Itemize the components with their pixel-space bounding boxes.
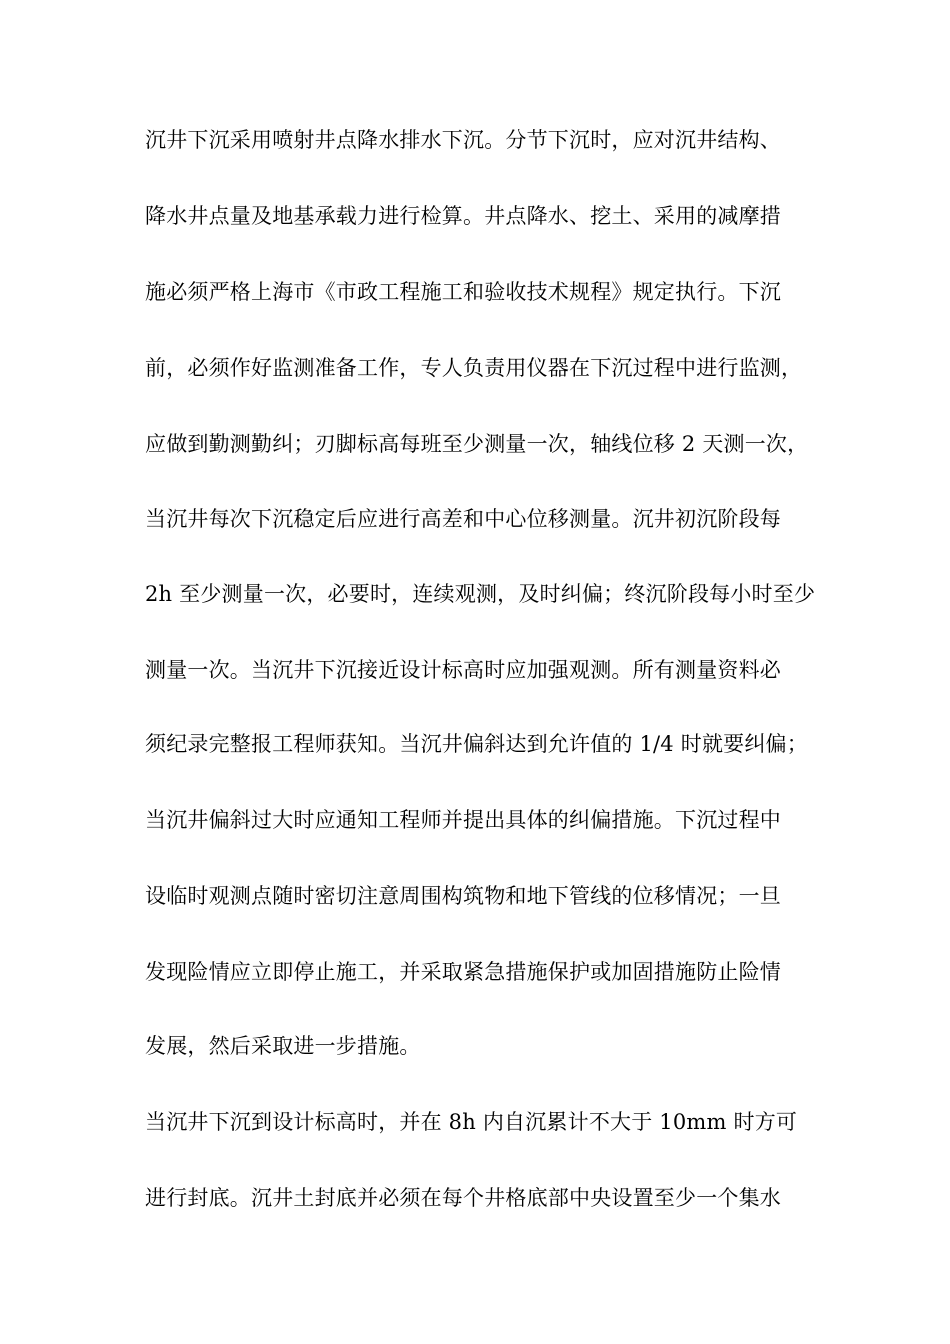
paragraph-line: 发现险情应立即停止施工，并采取紧急措施保护或加固措施防止险情 <box>145 960 781 984</box>
paragraph-line: 前，必须作好监测准备工作，专人负责用仪器在下沉过程中进行监测， <box>145 356 803 380</box>
paragraph-line: 测量一次。当沉井下沉接近设计标高时应加强观测。所有测量资料必 <box>145 658 781 682</box>
paragraph-line: 设临时观测点随时密切注意周围构筑物和地下管线的位移情况；一旦 <box>145 884 781 908</box>
paragraph-line: 沉井下沉采用喷射井点降水排水下沉。分节下沉时，应对沉井结构、 <box>145 128 781 152</box>
paragraph-line: 当沉井每次下沉稳定后应进行高差和中心位移测量。沉井初沉阶段每 <box>145 507 781 531</box>
paragraph-line: 当沉井下沉到设计标高时，并在 8h 内自沉累计不大于 10mm 时方可 <box>145 1110 798 1134</box>
paragraph-line: 发展，然后采取进一步措施。 <box>145 1034 421 1058</box>
paragraph-line: 当沉井偏斜过大时应通知工程师并提出具体的纠偏措施。下沉过程中 <box>145 808 781 832</box>
paragraph-line: 应做到勤测勤纠；刃脚标高每班至少测量一次，轴线位移 2 天测一次， <box>145 432 809 456</box>
paragraph-line: 进行封底。沉井土封底并必须在每个井格底部中央设置至少一个集水 <box>145 1186 781 1210</box>
paragraph-line: 施必须严格上海市《市政工程施工和验收技术规程》规定执行。下沉 <box>145 280 781 304</box>
paragraph-line: 须纪录完整报工程师获知。当沉井偏斜达到允许值的 1/4 时就要纠偏； <box>145 732 808 756</box>
paragraph-line: 2h 至少测量一次，必要时，连续观测，及时纠偏；终沉阶段每小时至少 <box>145 582 816 606</box>
paragraph-line: 降水井点量及地基承载力进行检算。井点降水、挖土、采用的减摩措 <box>145 204 781 228</box>
